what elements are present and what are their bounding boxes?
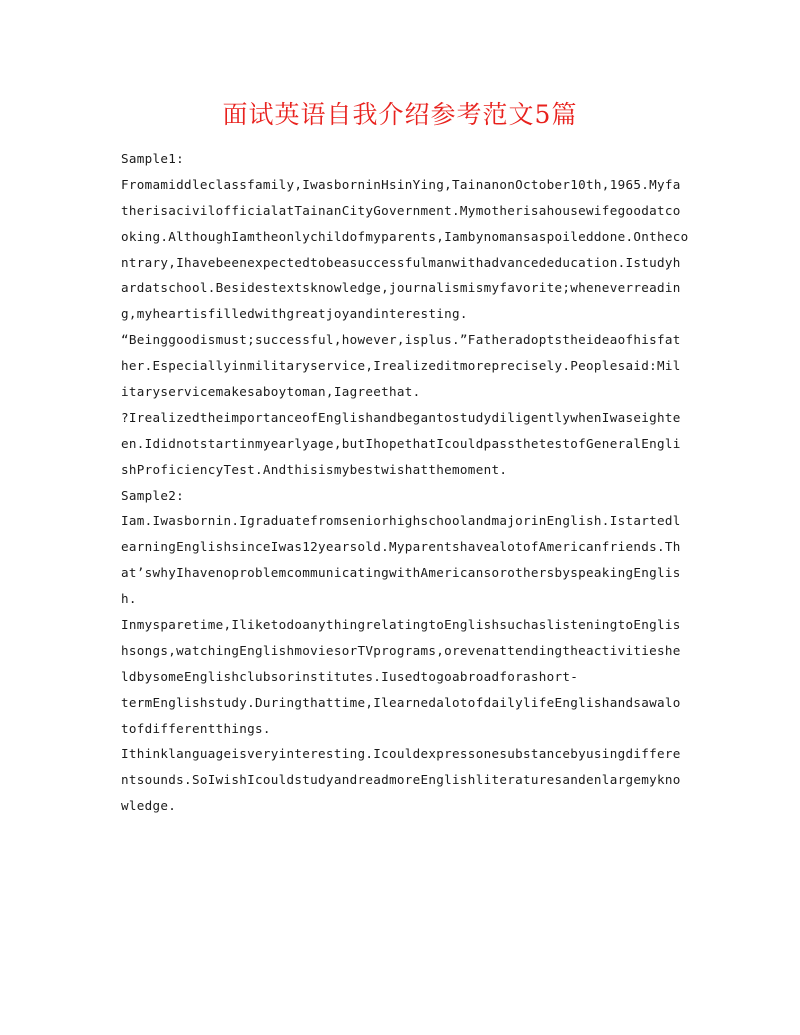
text-line: tofdifferentthings. [121,720,271,736]
text-line: en.Ididnotstartinmyearlyage,butIhopethatIcouldpassthetestofGeneralEngli [121,435,681,451]
text-line: ntsounds.SoIwishIcouldstudyandreadmoreEnglishliteraturesandenlargemykno [121,772,681,788]
text-line: Inmysparetime,IliketodoanythingrelatingtoEnglishsuchaslisteningtoEnglis [121,617,681,633]
text-line: shProficiencyTest.Andthisismybestwishatthemoment. [121,461,508,477]
text-line: Fromamiddleclassfamily,IwasborninHsinYing,TainanonOctober10th,1965.Myfa [121,176,681,192]
text-line: “Beinggoodismust;successful,however,isplus.”Fatheradoptstheideaofhisfat [121,332,681,348]
text-line: her.Especiallyinmilitaryservice,Irealizeditmoreprecisely.Peoplesaid:Mil [121,358,681,374]
text-line: earningEnglishsinceIwas12yearsold.MyparentshavealotofAmericanfriends.Th [121,539,681,555]
text-line: itaryservicemakesaboytoman,Iagreethat. [121,384,421,400]
document-body [121,146,689,819]
text-line: h. [121,591,137,607]
page-title: 面试英语自我介绍参考范文5篇 [222,100,578,129]
text-line: ?IrealizedtheimportanceofEnglishandbegantostudydiligentlywhenIwaseighte [121,409,681,425]
text-line: Ithinklanguageisveryinteresting.Icouldexpressonesubstancebyusingdiffere [121,746,681,762]
text-line: Sample2: [121,487,185,503]
text-line: wledge. [121,798,177,814]
text-line: g,myheartisfilledwithgreatjoyandinteresting. [121,306,468,322]
text-line: ntrary,Ihavebeenexpectedtobeasuccessfulmanwithadvancededucation.Istudyh [121,254,681,270]
text-line: hsongs,watchingEnglishmoviesorTVprograms,orevenattendingtheactivitieshe [121,642,681,658]
text-line: oking.AlthoughIamtheonlychildofmyparents,Iambynomansaspoileddone.Ontheco [121,228,689,244]
text-line: ldbysomeEnglishclubsorinstitutes.Iusedtogoabroadforashort- [121,668,579,684]
text-line: ardatschool.Besidestextsknowledge,journalismismyfavorite;wheneverreadin [121,280,681,296]
text-line: Iam.Iwasbornin.IgraduatefromseniorhighschoolandmajorinEnglish.Istartedl [121,513,681,529]
text-line: Sample1: [121,151,185,166]
text-line: termEnglishstudy.Duringthattime,IlearnedalotofdailylifeEnglishandsawalo [121,694,681,710]
text-line: at’swhyIhavenoproblemcommunicatingwithAmericansorothersbyspeakingEnglis [121,565,681,581]
text-line: therisacivilofficialatTainanCityGovernment.Mymotherisahousewifegoodatco [121,202,681,218]
